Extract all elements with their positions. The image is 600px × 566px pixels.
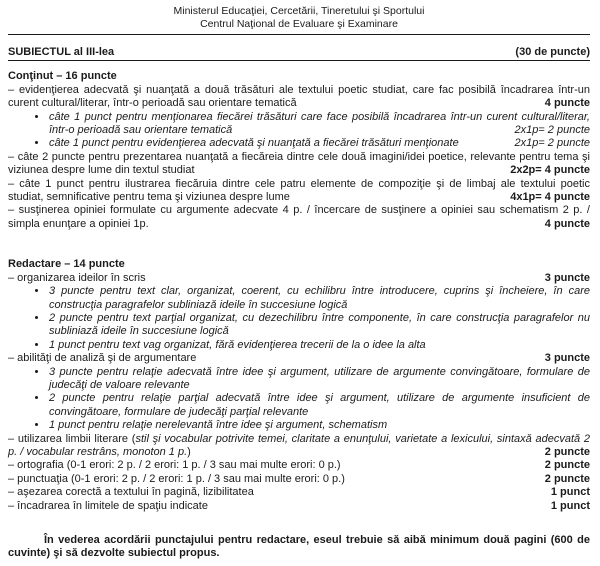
item-score: 2x1p= 2 puncte: [514, 137, 590, 150]
rubric-item-text: – organizarea ideilor în scris: [8, 271, 146, 284]
section-heading: Redactare – 14 puncte: [8, 258, 125, 271]
item-score: 4 puncte: [544, 97, 590, 110]
item-score: 2x1p= 2 puncte: [514, 124, 590, 137]
rubric-item-text: – ortografia (0-1 erori: 2 p. / 2 erori: 1 p. / 3 sau mai multe erori: 0 p.): [8, 459, 341, 472]
rubric-item-text: ): [187, 445, 191, 458]
item-score: 3 puncte: [544, 352, 590, 365]
rubric-item: [8, 459, 590, 472]
bullet-item: [48, 419, 590, 432]
section-heading: Conţinut – 16 puncte: [8, 70, 117, 83]
bullet-list: [8, 285, 590, 352]
footer-note: În vederea acordării punctajului pentru redactare, eseul trebuie să aibă minimum două pagini (600 de cuvinte) şi să dezvolte subiectul propus.: [8, 534, 590, 560]
rubric-item: [8, 486, 590, 499]
rubric-item: [8, 473, 590, 486]
bullet-item: [48, 137, 590, 150]
bullet-list: [8, 366, 590, 433]
rubric-item: [8, 204, 590, 231]
rubric-item-text: – punctuaţia (0-1 erori: 2 p. / 2 erori: 1 p. / 3 sau mai multe erori: 0 p.): [8, 472, 345, 485]
rubric-item: [8, 272, 590, 285]
rubric-item: [8, 433, 590, 460]
header-divider: [8, 34, 590, 35]
bullet-item: [48, 366, 590, 393]
subject-title: SUBIECTUL al III-lea: [8, 46, 115, 58]
rubric-item-text: – câte 2 puncte pentru prezentarea nuanţată a fiecăreia dintre cele două imagini/idei poetice, relevante pentru tema şi viziunea despre lume din textul studiat: [8, 150, 590, 177]
bullet-item-text: 2 puncte pentru text parţial organizat, cu dezechilibru între componente, în care construcţia paragrafelor nu subliniază ideile în succesiune logică: [49, 311, 590, 338]
rubric-item-text: – încadrarea în limitele de spaţiu indicate: [8, 499, 208, 512]
bullet-item: [48, 392, 590, 419]
header-line1: Ministerul Educaţiei, Cercetării, Tineretului şi Sportului: [173, 5, 425, 17]
item-score: 2 puncte: [544, 459, 590, 472]
rubric-item-text: – evidenţierea adecvată şi nuanţată a două trăsături ale textului poetic studiat, care fac posibilă încadrarea într-un curent cultural/literar, într-o perioadă sau orientare tematică: [8, 83, 590, 110]
item-score: 1 punct: [550, 499, 590, 512]
rubric-item-text-italic: stil şi vocabular potrivite temei, claritate a enunţului, varietate a lexicului, sintaxă adecvată 2 p. / vocabular restrâns, monoton 1 p.: [8, 432, 590, 458]
item-score: 4 puncte: [544, 217, 590, 230]
rubric-item-text: – susţinerea opiniei formulate cu argumente adecvate 4 p. / încercare de susţinere a opiniei sau schematism 2 p. / simpla enunţare a opiniei 1p.: [8, 204, 590, 230]
rubric-item: [8, 352, 590, 365]
bullet-item-text: 3 puncte pentru text clar, organizat, coerent, cu echilibru între introducere, cuprins şi încheiere, în care construcţia paragrafelor subliniază ideile în succesiune logică: [49, 285, 590, 311]
rubric-item: [8, 84, 590, 111]
item-score: 1 punct: [550, 486, 590, 499]
item-score: 2 puncte: [544, 445, 590, 458]
bullet-list: [8, 111, 590, 151]
bullet-item: [48, 111, 590, 138]
rubric-item-text: – câte 1 punct pentru ilustrarea fiecăruia dintre cele patru elemente de compoziţie şi de limbaj ale textului poetic studiat, semnificative pentru tema şi viziunea despre lume: [8, 177, 590, 204]
bullet-item-text: 1 punct pentru text vag organizat, fără evidenţierea trecerii de la o idee la alta: [49, 338, 426, 351]
rubric-item: [8, 500, 590, 513]
bullet-item-text: 2 puncte pentru relaţie parţial adecvată între idee şi argument, utilizare de argumente insuficient de convingătoare, formulare de judecăţi parţial relevante: [49, 392, 590, 418]
ministry-header: [8, 5, 590, 31]
bullet-item-text: 1 punct pentru relaţie nerelevantă între idee şi argument, schematism: [49, 419, 388, 432]
header-line2: Centrul Naţional de Evaluare şi Examinare: [200, 18, 398, 30]
bullet-item: [48, 339, 590, 352]
bullet-item-text: câte 1 punct pentru evidenţierea adecvată şi nuanţată a fiecărei trăsături menţionate: [49, 137, 459, 150]
rubric-item-text: – aşezarea corectă a textului în pagină, lizibilitatea: [8, 486, 254, 499]
item-score: 3 puncte: [544, 271, 590, 284]
bullet-item-text: câte 1 punct pentru menţionarea fiecărei trăsături care face posibilă încadrarea într-un curent cultural/literar, într-o perioadă sau orientare tematică: [49, 110, 590, 137]
rubric-item-text: – abilităţi de analiză şi de argumentare: [8, 352, 197, 365]
rubric-item-text: – utilizarea limbii literare (: [8, 432, 136, 445]
rubric-item: [8, 151, 590, 178]
subject-points: (30 de puncte): [515, 46, 590, 58]
item-score: 4x1p= 4 puncte: [510, 191, 590, 204]
bullet-item: [48, 312, 590, 339]
item-score: 2x2p= 4 puncte: [510, 164, 590, 177]
subject-row: [8, 46, 590, 61]
item-score: 2 puncte: [544, 472, 590, 485]
section-redactare: [8, 258, 590, 513]
section-continut: [8, 70, 590, 231]
rubric-item: [8, 178, 590, 205]
bullet-item-text: 3 puncte pentru relaţie adecvată între idee şi argument, utilizare de argumente convingătoare, formulare de judecăţi de valoare relevante: [49, 365, 590, 391]
bullet-item: [48, 285, 590, 312]
